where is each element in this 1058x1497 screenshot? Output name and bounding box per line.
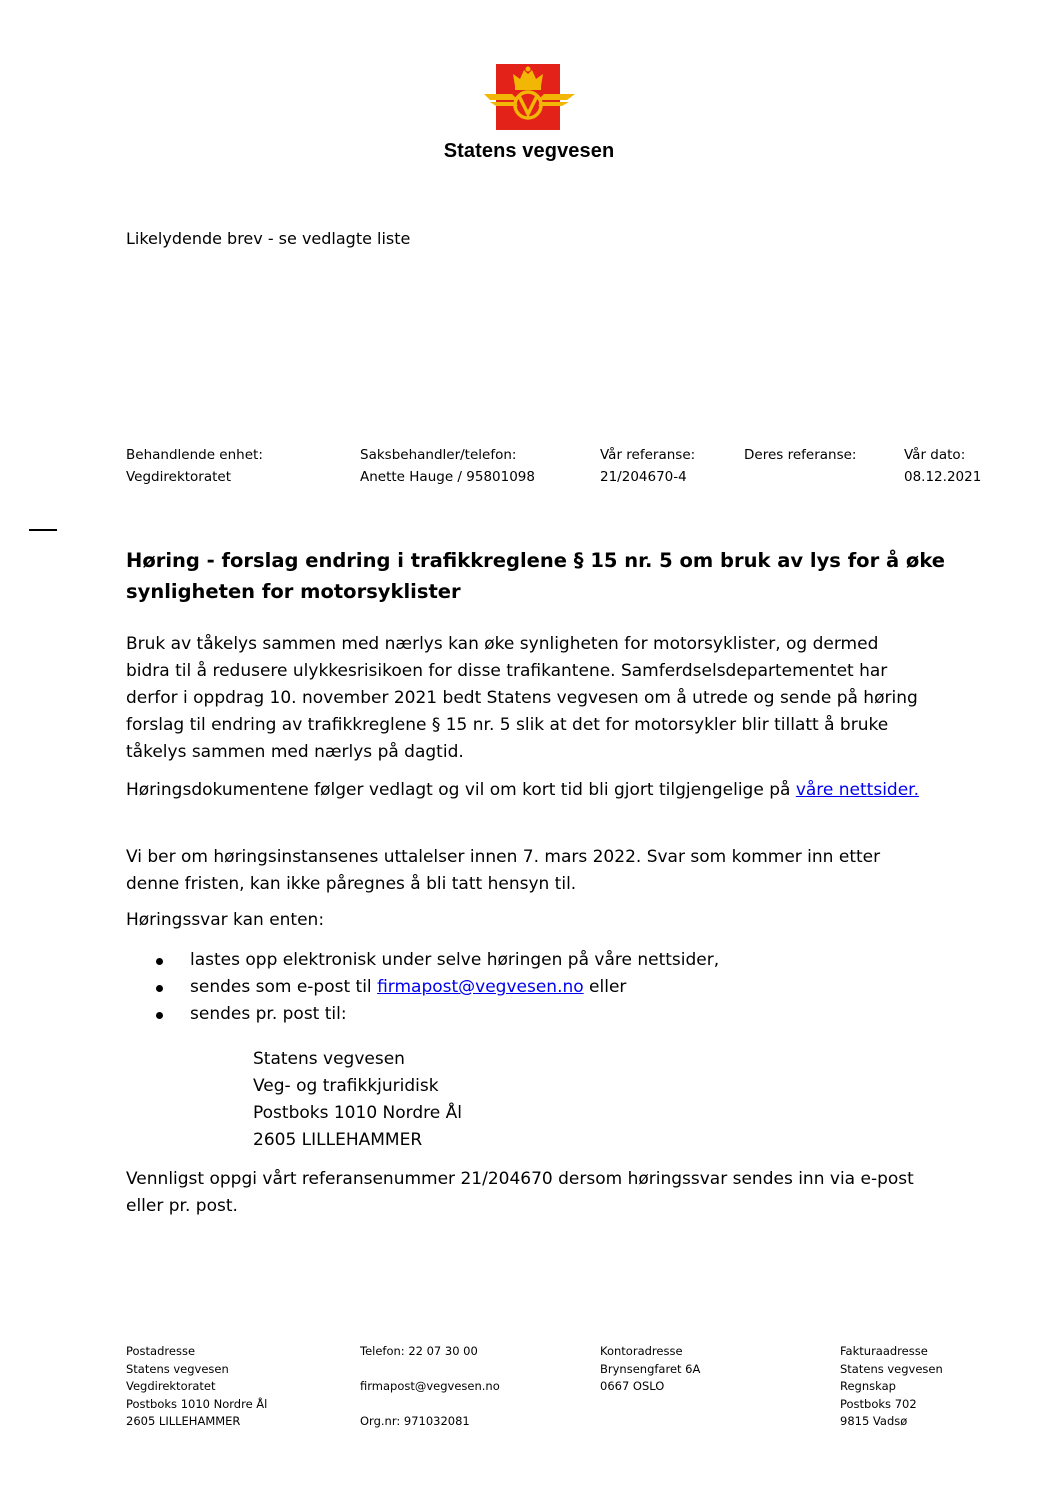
footer-line: 9815 Vadsø — [840, 1414, 908, 1428]
crown-wheel-emblem-icon — [482, 64, 577, 130]
footer-postal-address — [126, 1343, 267, 1431]
footer-contact — [360, 1343, 500, 1431]
footer-invoice-address — [840, 1343, 943, 1431]
our-ref-value: 21/204670-4 — [600, 469, 687, 485]
footer-line: Vegdirektoratet — [126, 1379, 216, 1393]
footer-office-address — [600, 1343, 700, 1396]
list-item-text: lastes opp elektronisk under selve høringen på våre nettsider, — [190, 950, 720, 970]
footer-org-number: Org.nr: 971032081 — [360, 1414, 470, 1428]
fold-mark — [29, 529, 57, 531]
footer-line: 0667 OSLO — [600, 1379, 665, 1393]
letter-heading: Høring - forslag endring i trafikkreglene § 15 nr. 5 om bruk av lys for å øke synligheten for motorsyklister — [126, 549, 945, 603]
list-item-prefix: sendes som e-post til — [190, 977, 378, 997]
footer-line: Statens vegvesen — [840, 1361, 943, 1376]
list-item-suffix: eller — [583, 977, 627, 997]
paragraph-1: Bruk av tåkelys sammen med nærlys kan øke synligheten for motorsyklister, og dermed bidra til å redusere ulykkesrisikoen for disse trafikantene. Samferdselsdepartementet har derfor i oppdrag 10. november 2021 bedt Statens vegvesen om å utrede og sende på høring forslag til endring av trafikkreglene § 15 nr. 5 slik at det for motorsykler blir tillatt å bruke tåkelys sammen med nærlys på dagtid. — [126, 634, 918, 762]
bullet-icon — [156, 958, 163, 965]
footer-line: Postboks 1010 Nordre Ål — [126, 1396, 268, 1411]
footer-line: Postadresse — [126, 1344, 196, 1358]
paragraph-3: Vi ber om høringsinstansenes uttalelser innen 7. mars 2022. Svar som kommer inn etter denne fristen, kan ikke påregnes å bli tatt hensyn til. — [126, 847, 881, 894]
address-line: 2605 LILLEHAMMER — [253, 1130, 423, 1150]
postal-address — [253, 1046, 462, 1154]
date-value: 08.12.2021 — [904, 469, 982, 485]
website-link[interactable]: våre nettsider. — [795, 780, 920, 800]
paragraph-2 — [126, 777, 926, 804]
footer-phone: Telefon: 22 07 30 00 — [360, 1344, 478, 1358]
unit-value: Vegdirektoratet — [126, 469, 232, 485]
address-line: Veg- og trafikkjuridisk — [253, 1076, 439, 1096]
email-link[interactable]: firmapost@vegvesen.no — [377, 977, 584, 997]
paragraph-5: Vennligst oppgi vårt referansenummer 21/204670 dersom høringssvar sendes inn via e-post eller pr. post. — [126, 1169, 914, 1216]
footer-line: Postboks 702 — [840, 1396, 917, 1411]
footer-line: Brynsengfaret 6A — [600, 1361, 701, 1376]
footer-line: 2605 LILLEHAMMER — [126, 1414, 241, 1428]
footer-line: Statens vegvesen — [126, 1361, 229, 1376]
list-item-text — [190, 974, 626, 1001]
unit-label: Behandlende enhet: — [126, 447, 263, 463]
footer-line: Kontoradresse — [600, 1344, 683, 1358]
bullet-icon — [156, 985, 163, 992]
date-label: Vår dato: — [904, 447, 966, 463]
footer-line: Regnskap — [840, 1379, 896, 1393]
your-ref-label: Deres referanse: — [744, 447, 857, 463]
address-line: Statens vegvesen — [253, 1049, 405, 1069]
handler-value: Anette Hauge / 95801098 — [360, 469, 535, 485]
brand-name: Statens vegvesen — [443, 140, 615, 162]
bullet-icon — [156, 1012, 163, 1019]
footer-line: Fakturaadresse — [840, 1344, 928, 1358]
footer-email: firmapost@vegvesen.no — [360, 1379, 500, 1393]
list-item-text: sendes pr. post til: — [190, 1004, 347, 1024]
handler-label: Saksbehandler/telefon: — [360, 447, 517, 463]
our-ref-label: Vår referanse: — [600, 447, 696, 463]
address-line: Postboks 1010 Nordre Ål — [253, 1103, 462, 1123]
paragraph-4: Høringssvar kan enten: — [126, 910, 325, 930]
recipient-line: Likelydende brev - se vedlagte liste — [126, 229, 411, 248]
paragraph-2-text: Høringsdokumentene følger vedlagt og vil om kort tid bli gjort tilgjengelige på — [126, 780, 796, 800]
